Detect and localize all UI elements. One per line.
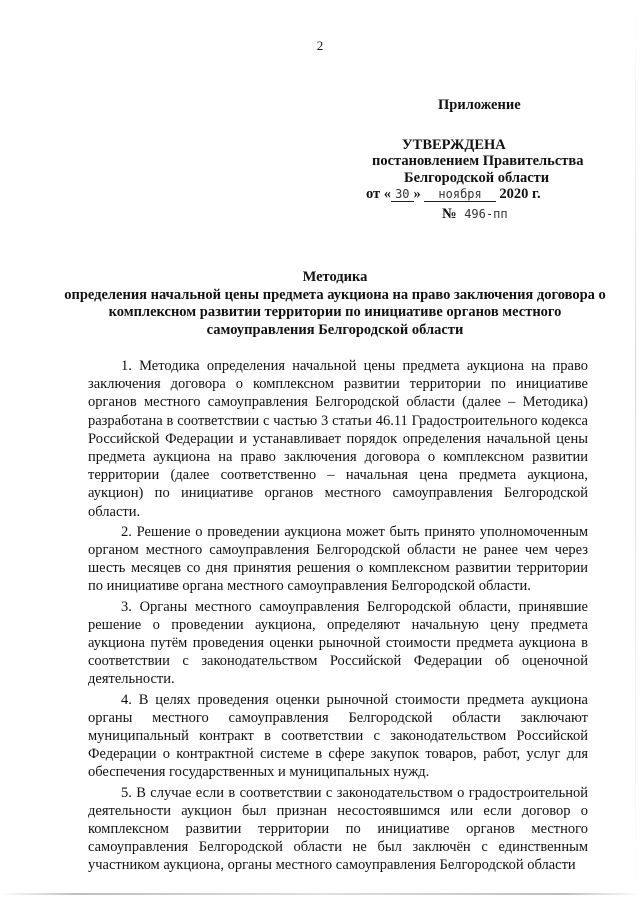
date-day: 30 <box>391 187 413 202</box>
scan-edge-shadow <box>635 0 636 905</box>
paragraph-5: 5. В случае если в соответствии с законодательством о градостроительной деятельности аукцион был признан несостоявшимся или если договор о комплексном развитии территории по инициативе органов местного самоуправления Белгородской области не был заключён с единственным участником аукциона, органы местного самоуправления Белгородской области <box>88 784 588 874</box>
scan-bottom-edge <box>0 893 640 895</box>
paragraph-3: 3. Органы местного самоуправления Белгородской области, принявшие решение о проведении аукциона, определяют начальную цену предмета аукциона путём проведения оценки рыночной стоимости предмета аукциона в соответствии с законодательством Российской Федерации об оценочной деятельности. <box>88 598 588 688</box>
paragraph-4: 4. В целях проведения оценки рыночной стоимости предмета аукциона органы местного самоуправления Белгородской области заключают муниципальный контракт в соответствии с законодательством Российской Федерации о контрактной системе в сфере закупок товаров, работ, услуг для обеспечения государственных и муниципальных нужд. <box>88 691 588 781</box>
decree-line: постановлением Правительства <box>372 153 584 169</box>
number-line <box>442 205 512 223</box>
document-subtitle: определения начальной цены предмета аукциона на право заключения договора о комплексном развитии территории по инициативе органов местного самоуправления Белгородской области <box>64 286 606 338</box>
date-year: 2020 г. <box>499 186 541 202</box>
number-value: 496-пп <box>464 207 508 221</box>
paragraph-2: 2. Решение о проведении аукциона может быть принято уполномоченным органом местного самоуправления Белгородской области не ранее чем через шесть месяцев со дня принятия решения о комплексном развитии территории по инициативе органа местного самоуправления Белгородской области. <box>88 523 588 595</box>
region-line: Белгородской области <box>404 170 550 186</box>
document-body <box>88 357 588 877</box>
date-mid: » <box>413 186 421 202</box>
date-prefix: от « <box>366 186 392 202</box>
date-month: ноября <box>424 187 495 202</box>
document-title: Методика <box>302 269 368 285</box>
paragraph-1: 1. Методика определения начальной цены предмета аукциона на право заключения договора о комплексном развитии территории по инициативе органов местного самоуправления Белгородской области (далее – Методика) разработана в соответствии с частью 3 статьи 46.11 Градостроительного кодекса Российской Федерации и устанавливает порядок определения начальной цены предмета аукциона на право заключения договора о комплексном развитии территории (далее соответственно – начальная цена предмета аукциона, аукцион) по инициативе органов местного самоуправления Белгородской области. <box>88 358 588 520</box>
appendix-label: Приложение <box>438 97 521 113</box>
number-prefix: № <box>442 206 457 222</box>
page-number: 2 <box>316 38 324 53</box>
date-line <box>366 185 541 203</box>
approved-label: УТВЕРЖДЕНА <box>402 137 506 153</box>
document-title-block <box>60 269 610 339</box>
